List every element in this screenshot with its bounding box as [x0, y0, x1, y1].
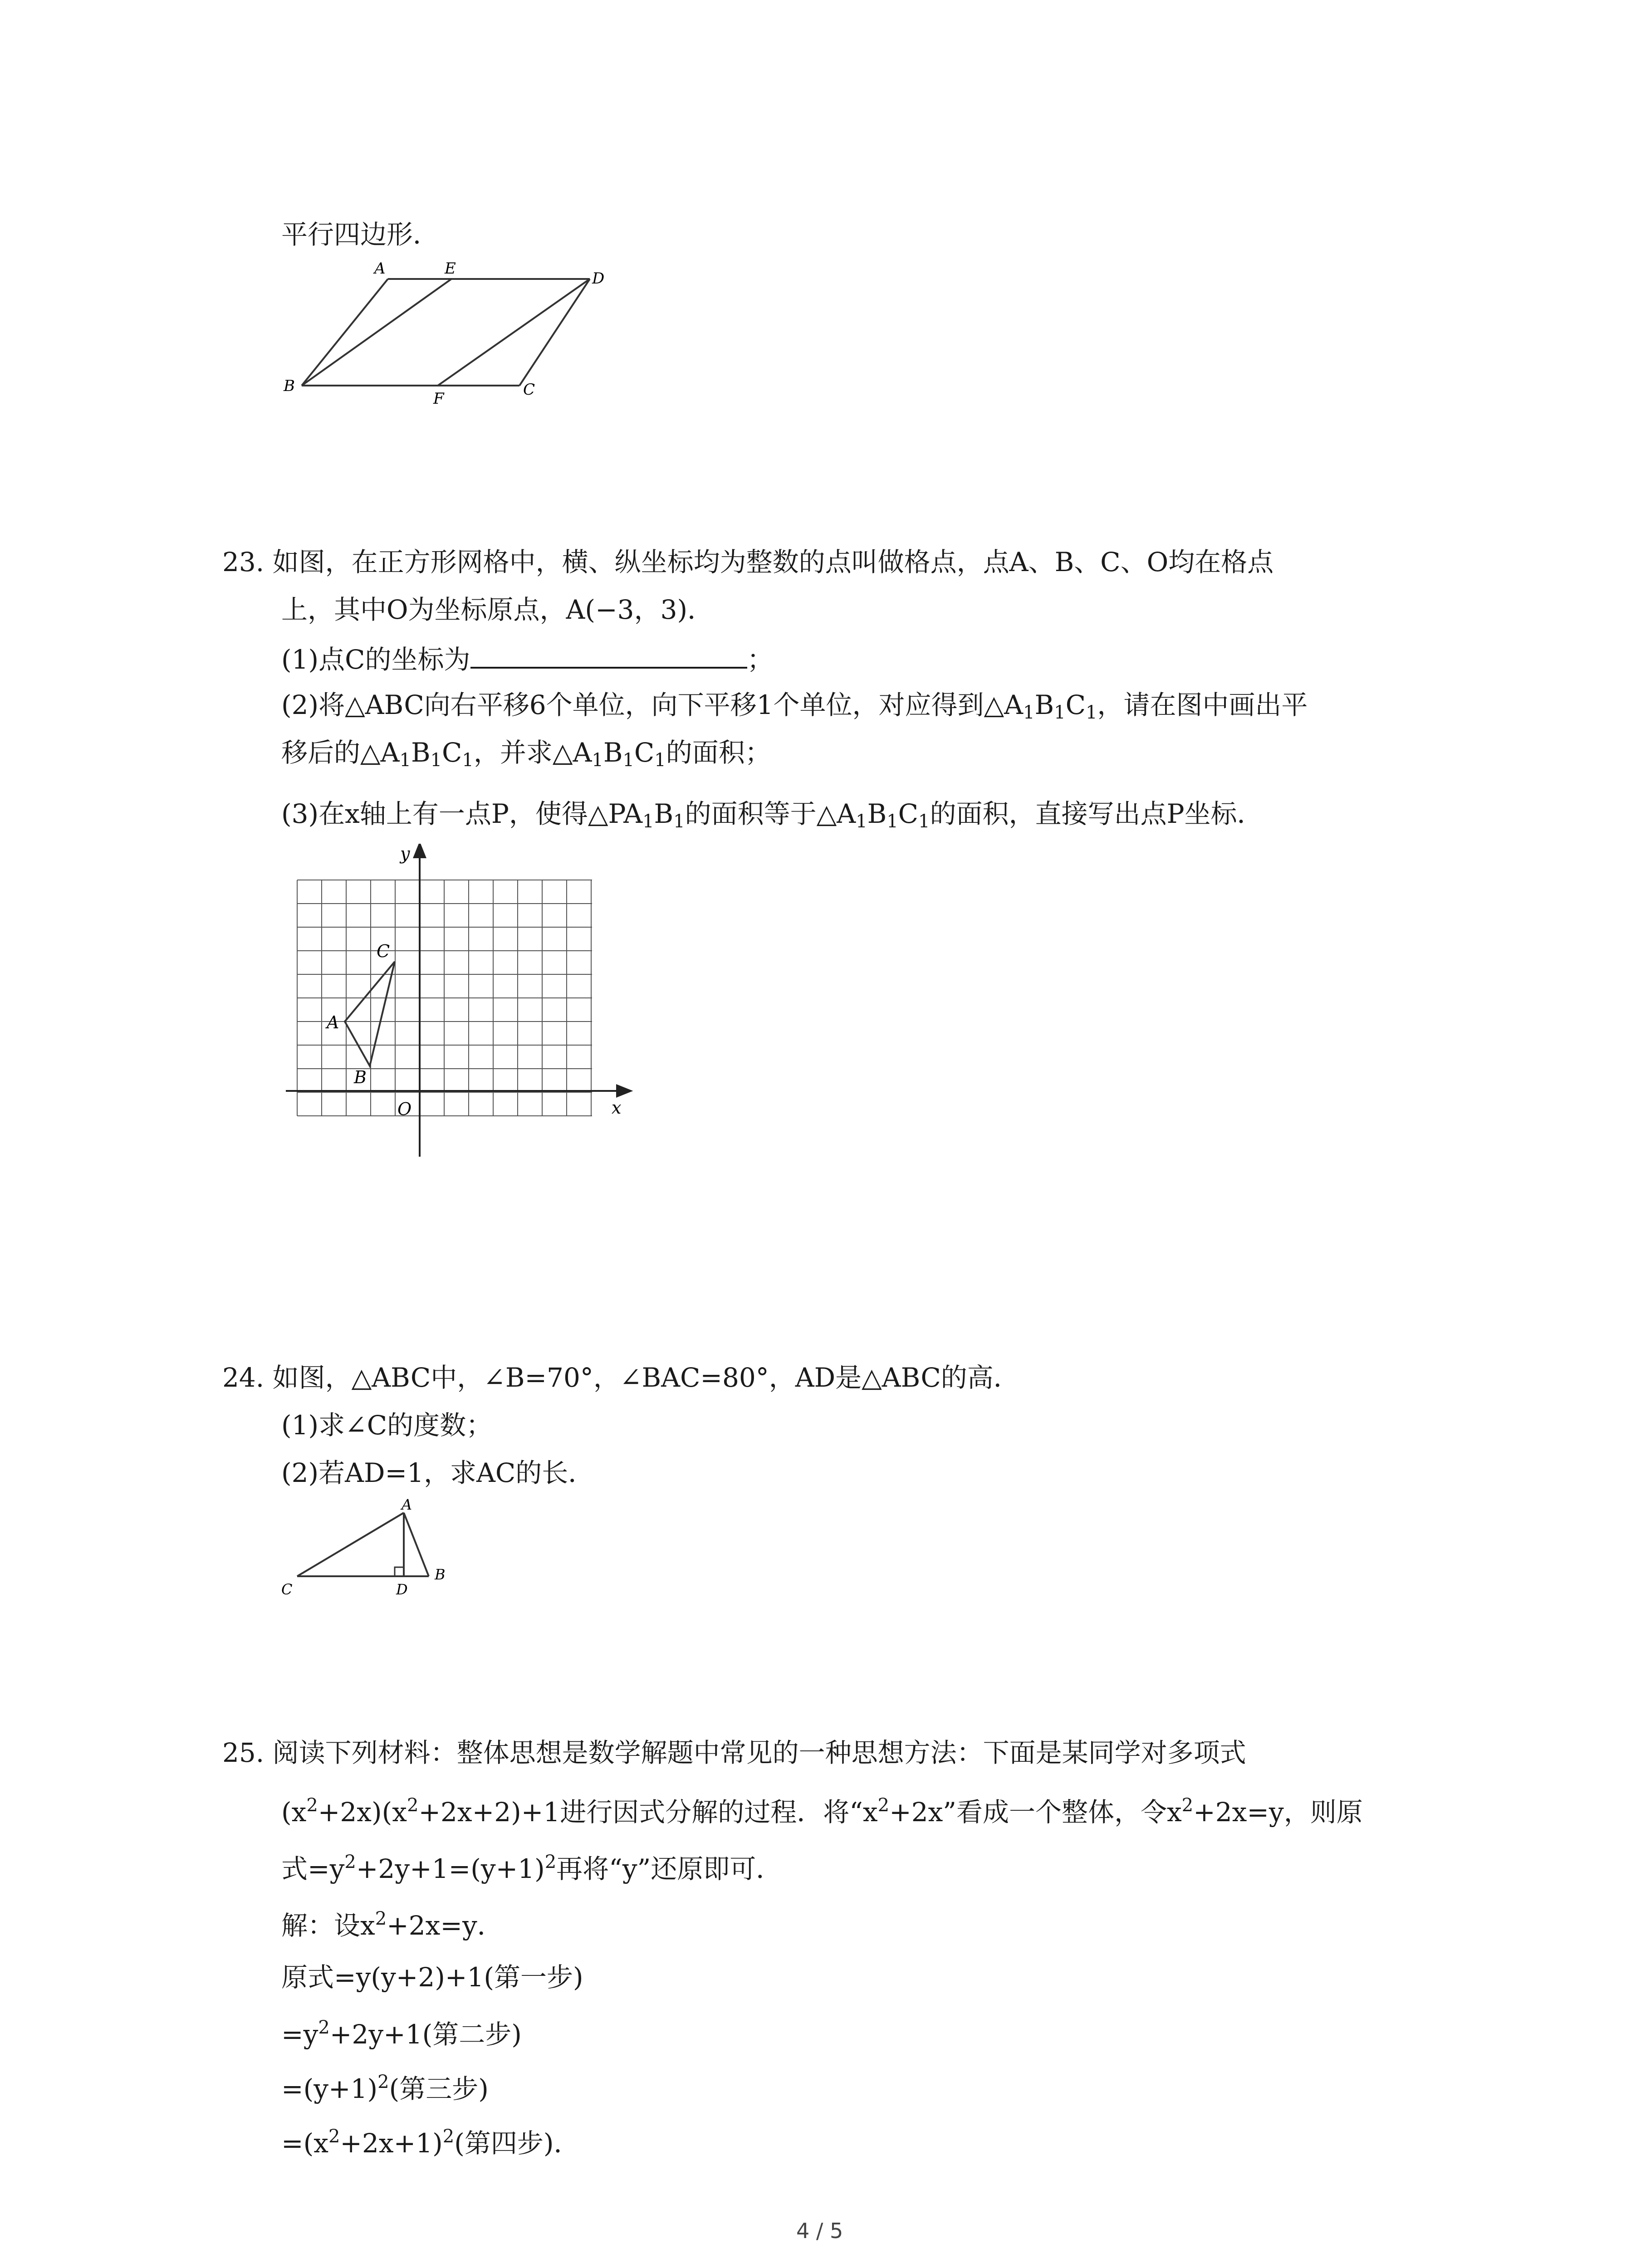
- label-E: E: [445, 259, 456, 278]
- q24-line2: (1)求∠C的度数；: [281, 1410, 493, 1441]
- q23-part3: (3)在x轴上有一点P，使得$\triangle PA_1B_1$的面积等于$\triangle A_1B_1C_1$的面积，直接写出点P坐标．: [281, 798, 1264, 832]
- q23-part2-line2: 移后的$\triangle A_1B_1C_1$，并求$\triangle A_1B_1C_1$的面积；: [281, 737, 771, 771]
- q25-step3: $=(y+1)^2$(第三步): [281, 2072, 489, 2104]
- q23-part1: (1)点C的坐标为 ；: [281, 644, 774, 675]
- label-D: D: [396, 1581, 408, 1598]
- q24-line1: 24. 如图，△ABC中，∠B=70°，∠BAC=80°，AD是△ABC的高．: [222, 1362, 1020, 1393]
- point-label-B: B: [354, 1067, 367, 1087]
- q25-step4: $=(x^2+2x+1)^2$(第四步)．: [281, 2126, 580, 2159]
- label-F: F: [433, 390, 444, 408]
- point-label-A: A: [327, 1012, 339, 1032]
- q25-solution-intro: 解：设$x^2+2x=y$．: [281, 1908, 504, 1941]
- label-B: B: [284, 377, 295, 395]
- q25-step2: $=y^2+2y+1$(第二步): [281, 2017, 522, 2050]
- q24-line3: (2)若AD=1，求AC的长．: [281, 1457, 595, 1488]
- label-B: B: [435, 1566, 446, 1583]
- label-A: A: [374, 259, 386, 278]
- axis-label-x: x: [612, 1098, 622, 1118]
- q23-line1: 23. 如图，在正方形网格中，横、纵坐标均为整数的点叫做格点，点A、B、C、O均在格点: [222, 547, 1274, 577]
- parallelogram-figure: [272, 256, 635, 411]
- coordinate-grid-figure: [272, 844, 635, 1161]
- q23-line2: 上，其中O为坐标原点，A(−3，3)．: [281, 594, 714, 625]
- page-number: 4 / 5: [796, 2219, 843, 2243]
- label-D: D: [592, 269, 605, 288]
- q25-line3: 式$=y^2+2y+1=(y+1)^2$再将“y”还原即可．: [281, 1852, 783, 1884]
- point-label-C: C: [377, 941, 390, 961]
- triangle-altitude-figure: [272, 1497, 463, 1601]
- answer-blank[interactable]: [470, 644, 747, 669]
- axis-label-y: y: [400, 844, 410, 864]
- label-C: C: [281, 1581, 293, 1598]
- label-A: A: [402, 1497, 412, 1513]
- label-C: C: [523, 381, 535, 399]
- q23-part2-line1: (2)将△ABC向右平移6个单位，向下平移1个单位，对应得到$\triangle A_1B_1C_1$，请在图中画出平: [281, 689, 1308, 723]
- q25-line2: $(x^2+2x)(x^2+2x+2)+1$进行因式分解的过程．将“$x^2+2x$”看成一个整体，令$x^2+2x=y$，则原: [281, 1795, 1363, 1828]
- q25-line1: 25. 阅读下列材料：整体思想是数学解题中常见的一种思想方法：下面是某同学对多项式: [222, 1737, 1246, 1768]
- q25-step1: 原式=y(y+2)+1(第一步): [281, 1962, 583, 1993]
- origin-label: O: [397, 1099, 412, 1119]
- continued-text: 平行四边形．: [281, 219, 440, 250]
